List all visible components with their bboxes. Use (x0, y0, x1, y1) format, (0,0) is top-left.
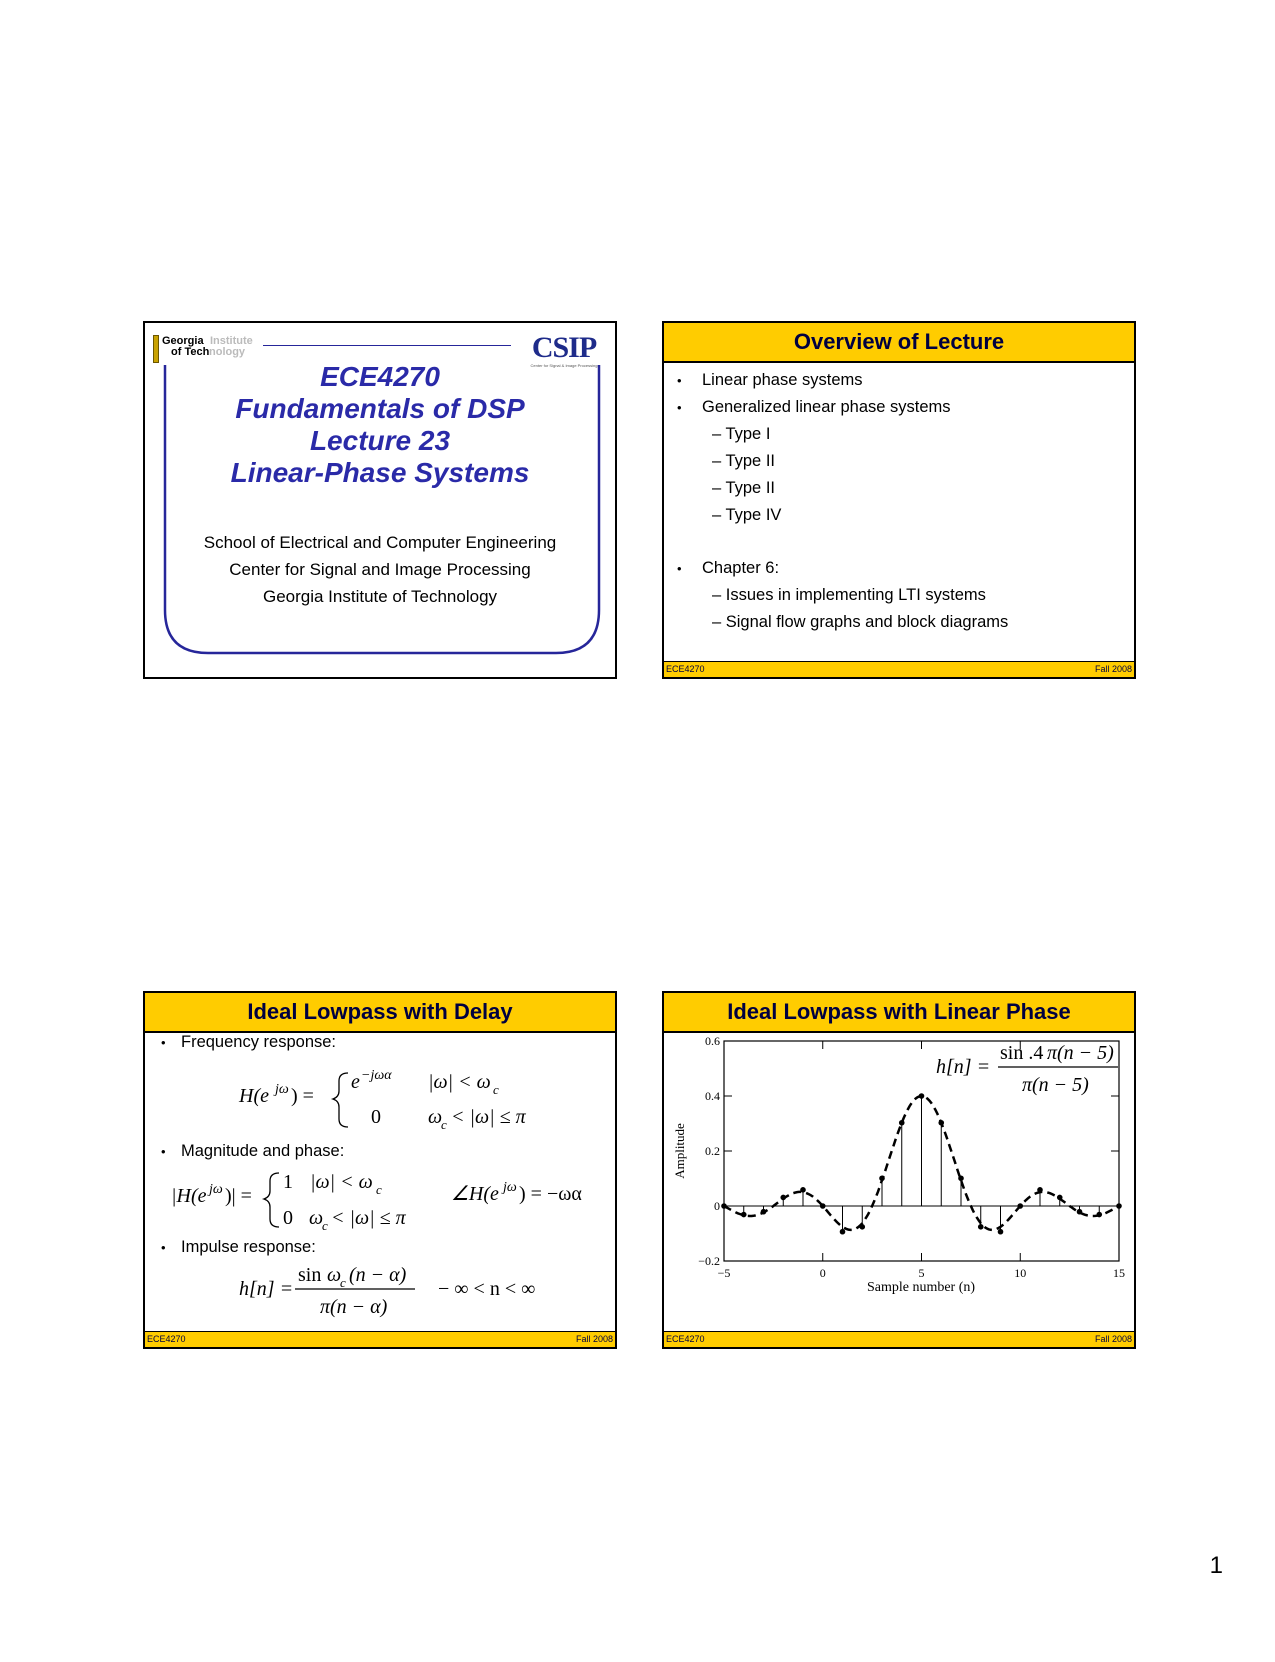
y-tick-label: 0.6 (705, 1034, 720, 1048)
bullet-item: • Generalized linear phase systems (677, 398, 951, 416)
svg-text:π(n − α): π(n − α) (320, 1296, 388, 1318)
y-tick-label: 0.2 (705, 1144, 720, 1158)
sub-bullet-item: – Type I (712, 425, 771, 443)
x-tick-label: −5 (717, 1266, 731, 1280)
svg-text:ω: ω (309, 1207, 324, 1229)
footer-course: ECE4270 (666, 664, 705, 674)
sub-bullet-item: – Issues in implementing LTI systems (712, 586, 986, 604)
bullet-item: • Chapter 6: (677, 559, 780, 577)
y-tick-label: −0.2 (698, 1254, 720, 1268)
logo-text: of Tech (171, 346, 210, 358)
svg-text:∠H(e: ∠H(e (451, 1183, 499, 1205)
slide-footer (664, 1331, 1134, 1347)
slide-title: Ideal Lowpass with Linear Phase (664, 993, 1134, 1033)
svg-text:π(n − 5): π(n − 5) (1047, 1042, 1114, 1064)
svg-text:sin .4: sin .4 (1000, 1042, 1044, 1064)
equations (145, 993, 615, 1333)
header-rule (263, 345, 511, 346)
stem-point (840, 1229, 846, 1235)
affiliation (145, 529, 615, 610)
affiliation-line: Center for Signal and Image Processing (229, 560, 531, 579)
stem-point (998, 1229, 1004, 1235)
sub-bullet-item: – Type IV (712, 506, 782, 524)
x-tick-label: 15 (1113, 1266, 1125, 1280)
bullet-item: • Frequency response: (161, 1033, 337, 1051)
svg-text:π(n − 5): π(n − 5) (1022, 1074, 1089, 1096)
svg-text:c: c (493, 1082, 499, 1097)
overview-slide (662, 321, 1136, 679)
svg-text:1: 1 (283, 1171, 293, 1193)
svg-text:c: c (441, 1117, 447, 1132)
formula-label (936, 1042, 1118, 1096)
title-slide (143, 321, 617, 679)
svg-text:)| =: )| = (225, 1185, 252, 1207)
svg-text:< |ω| ≤ π: < |ω| ≤ π (331, 1207, 406, 1229)
bullet-text: Impulse response: (181, 1238, 316, 1256)
svg-text:< |ω| ≤ π: < |ω| ≤ π (451, 1106, 526, 1128)
impulse-response-plot (664, 1033, 1134, 1333)
svg-text:c: c (322, 1218, 328, 1233)
bullet-item: • Impulse response: (161, 1238, 316, 1256)
y-tick-label: 0.4 (705, 1089, 720, 1103)
svg-text:0: 0 (371, 1106, 381, 1128)
logo-text: nology (209, 346, 246, 358)
x-tick-label: 10 (1014, 1266, 1027, 1280)
y-axis-label: Amplitude (672, 1123, 687, 1179)
title-line: Lecture 23 (309, 425, 451, 456)
svg-text:H(e: H(e (239, 1085, 269, 1107)
footer-course: ECE4270 (666, 1334, 705, 1344)
svg-text:− ∞ < n < ∞: − ∞ < n < ∞ (438, 1278, 536, 1300)
title-line: ECE4270 (320, 361, 440, 392)
svg-text:ω: ω (428, 1106, 443, 1128)
page-number: 1 (1209, 1552, 1223, 1579)
title-line: Linear-Phase Systems (230, 457, 530, 488)
axis-ticks (698, 1034, 1125, 1280)
affiliation-line: School of Electrical and Computer Engineering (203, 533, 557, 552)
slide-title: Ideal Lowpass with Delay (145, 993, 615, 1033)
svg-text:h[n] =: h[n] = (239, 1278, 294, 1300)
x-tick-label: 0 (819, 1266, 826, 1280)
svg-text:c: c (376, 1182, 382, 1197)
title-line: Fundamentals of DSP (235, 393, 525, 424)
bullet-text: Generalized linear phase systems (702, 398, 951, 416)
logo-text: Institute (210, 335, 253, 347)
svg-text:ω: ω (327, 1264, 342, 1286)
x-tick-label: 5 (918, 1266, 925, 1280)
svg-text:|ω| < ω: |ω| < ω (428, 1071, 491, 1093)
svg-text:jω: jω (503, 1180, 517, 1195)
bullet-text: Linear phase systems (702, 371, 863, 389)
svg-text:|ω| < ω: |ω| < ω (310, 1171, 373, 1193)
svg-text:−jωα: −jωα (361, 1068, 392, 1083)
bullet-text: Magnitude and phase: (181, 1142, 345, 1160)
slide-title (145, 361, 615, 489)
sub-bullet-item: – Type II (712, 479, 775, 497)
bullet-list (676, 367, 1126, 636)
svg-text:c: c (340, 1275, 346, 1290)
stem-point (978, 1224, 984, 1230)
x-axis-label: Sample number (n) (866, 1280, 976, 1295)
lowpass-delay-slide (143, 991, 617, 1349)
svg-text:(n − α): (n − α) (349, 1264, 407, 1286)
svg-text:sin: sin (298, 1264, 322, 1286)
footer-term: Fall 2008 (1094, 1334, 1132, 1344)
svg-text:jω: jω (209, 1182, 223, 1197)
logo-bar-icon (153, 335, 159, 363)
georgia-tech-logo (153, 331, 263, 365)
slide-footer (664, 661, 1134, 677)
bullet-text: Chapter 6: (702, 559, 780, 577)
sub-bullet-item: – Signal flow graphs and block diagrams (712, 613, 1009, 631)
frequency-response-equation (238, 1068, 527, 1132)
phase-equation (451, 1180, 582, 1205)
stem-series (721, 1093, 1122, 1234)
magnitude-equation (171, 1171, 407, 1233)
bullet-item: • Magnitude and phase: (161, 1142, 345, 1160)
footer-term: Fall 2008 (1094, 664, 1132, 674)
logo-text: Georgia (162, 335, 204, 347)
svg-text:) = −ωα: ) = −ωα (519, 1183, 582, 1205)
affiliation-line: Georgia Institute of Technology (262, 587, 498, 606)
bullet-text: Frequency response: (181, 1033, 337, 1051)
csip-logo-text: CSIP (531, 331, 597, 364)
footer-term: Fall 2008 (575, 1334, 613, 1344)
svg-text:jω: jω (275, 1082, 289, 1097)
csip-logo-subtext: Center for Signal & Image Processing (530, 363, 598, 368)
y-tick-label: 0 (714, 1199, 720, 1213)
bullet-item: • Linear phase systems (677, 371, 863, 389)
lowpass-linear-phase-slide (662, 991, 1136, 1349)
sub-bullet-item: – Type II (712, 452, 775, 470)
svg-text:0: 0 (283, 1207, 293, 1229)
svg-text:e: e (351, 1071, 360, 1093)
svg-text:) =: ) = (291, 1085, 314, 1107)
svg-text:|H(e: |H(e (171, 1185, 207, 1207)
footer-course: ECE4270 (147, 1334, 186, 1344)
svg-text:h[n] =: h[n] = (936, 1056, 991, 1078)
slide-title: Overview of Lecture (664, 323, 1134, 363)
impulse-response-equation (239, 1264, 535, 1318)
slide-footer (145, 1331, 615, 1347)
